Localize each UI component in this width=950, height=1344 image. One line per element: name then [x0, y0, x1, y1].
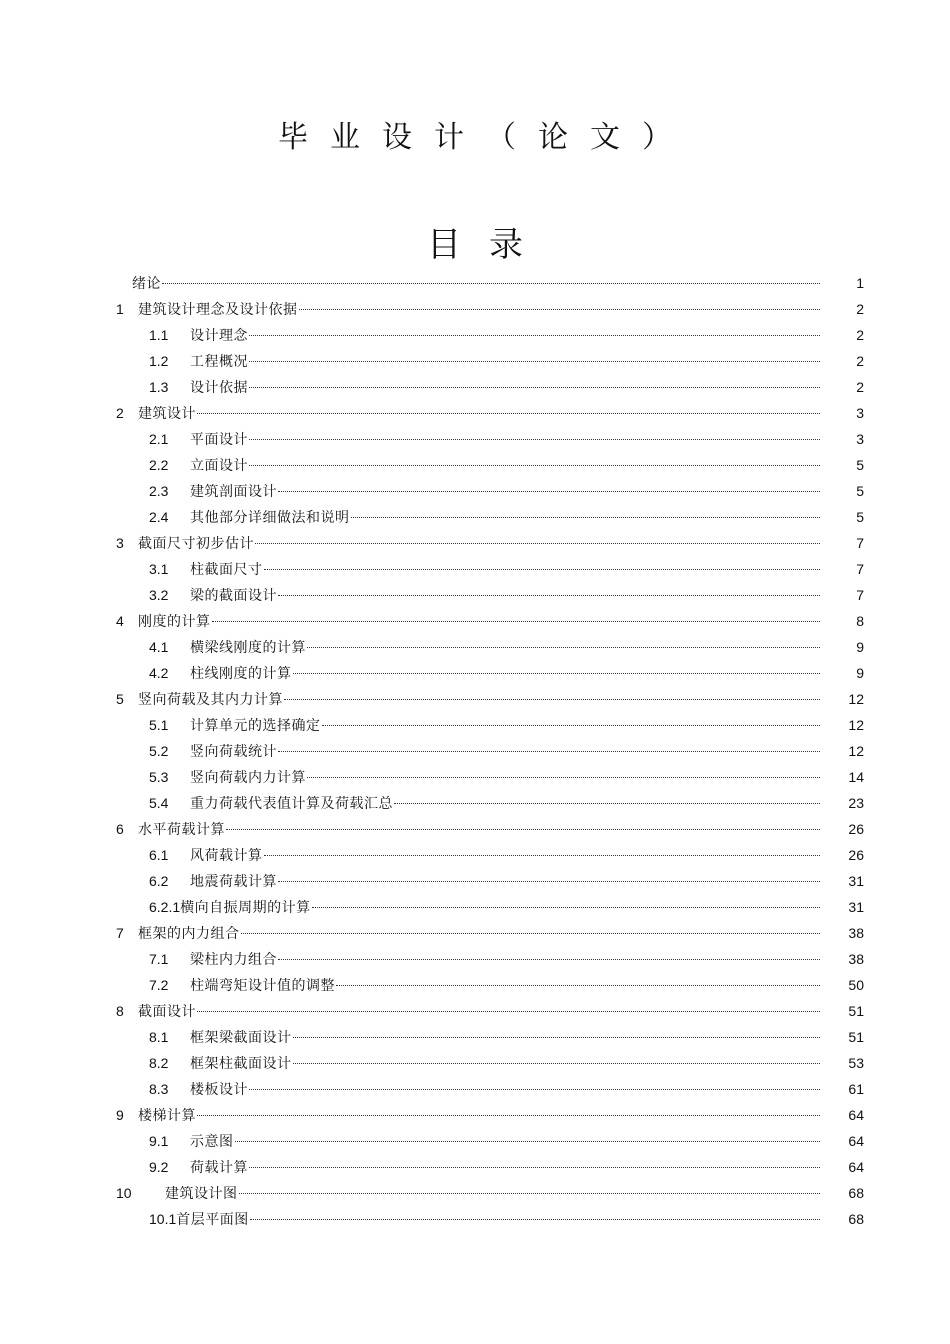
toc-entry[interactable] — [116, 270, 864, 296]
toc-entry-label: 柱截面尺寸 — [190, 562, 263, 578]
toc-entry[interactable] — [116, 894, 864, 920]
toc-entry-label: 截面尺寸初步估计 — [138, 536, 254, 552]
toc-entry-page-number: 51 — [848, 1029, 864, 1045]
toc-entry-label: 框架的内力组合 — [138, 926, 240, 942]
toc-dot-leader — [293, 1063, 821, 1064]
toc-entry-number: 1.2 — [149, 353, 169, 369]
document-title: 毕业设计（论文） — [278, 120, 694, 155]
toc-entry-page-number: 64 — [848, 1133, 864, 1149]
toc-entry-number: 10 — [116, 1185, 132, 1201]
toc-entry-label: 横向自振周期的计算 — [180, 900, 311, 916]
toc-entry-page-number: 50 — [848, 977, 864, 993]
toc-entry-label: 地震荷载计算 — [190, 874, 277, 890]
toc-dot-leader — [197, 413, 820, 414]
toc-entry-page-number: 1 — [856, 275, 864, 291]
toc-entry[interactable] — [116, 504, 864, 530]
toc-entry-page-number: 23 — [848, 795, 864, 811]
toc-entry-number: 3.1 — [149, 561, 169, 577]
toc-dot-leader — [249, 1089, 820, 1090]
toc-entry-label: 柱端弯矩设计值的调整 — [190, 978, 335, 994]
toc-entry[interactable] — [116, 608, 864, 634]
toc-dot-leader — [239, 1193, 821, 1194]
toc-entry-number: 7 — [116, 925, 124, 941]
toc-entry[interactable] — [116, 842, 864, 868]
toc-entry-number: 6.2.1 — [149, 899, 181, 915]
toc-dot-leader — [226, 829, 820, 830]
toc-entry[interactable] — [116, 582, 864, 608]
toc-entry-number: 9.1 — [149, 1133, 169, 1149]
toc-entry-number: 1 — [116, 301, 124, 317]
toc-entry[interactable] — [116, 556, 864, 582]
toc-entry-label: 建筑设计图 — [165, 1186, 238, 1202]
toc-entry-number: 8.2 — [149, 1055, 169, 1071]
toc-dot-leader — [264, 855, 821, 856]
toc-dot-leader — [278, 491, 820, 492]
toc-entry-page-number: 5 — [856, 457, 864, 473]
toc-entry[interactable] — [116, 530, 864, 556]
toc-entry-label: 梁柱内力组合 — [190, 952, 277, 968]
toc-entry-number: 2.3 — [149, 483, 169, 499]
toc-dot-leader — [235, 1141, 821, 1142]
toc-entry[interactable] — [116, 764, 864, 790]
toc-entry-label: 立面设计 — [190, 458, 248, 474]
toc-entry-page-number: 3 — [856, 405, 864, 421]
toc-entry[interactable] — [116, 1206, 864, 1232]
toc-dot-leader — [336, 985, 820, 986]
toc-entry-number: 6.1 — [149, 847, 169, 863]
toc-entry-label: 楼梯计算 — [138, 1108, 196, 1124]
toc-entry-label: 重力荷载代表值计算及荷载汇总 — [190, 796, 393, 812]
toc-dot-leader — [278, 881, 820, 882]
table-of-contents — [116, 270, 864, 1232]
toc-entry-number: 4 — [116, 613, 124, 629]
toc-entry-label: 竖向荷载及其内力计算 — [138, 692, 283, 708]
toc-entry-number: 7.1 — [149, 951, 169, 967]
toc-entry-label: 楼板设计 — [190, 1082, 248, 1098]
toc-entry-page-number: 7 — [856, 587, 864, 603]
toc-dot-leader — [307, 647, 820, 648]
toc-entry[interactable] — [116, 322, 864, 348]
toc-entry-page-number: 64 — [848, 1107, 864, 1123]
toc-dot-leader — [293, 673, 821, 674]
toc-entry-label: 绪论 — [132, 276, 161, 292]
toc-dot-leader — [249, 335, 820, 336]
toc-entry-page-number: 9 — [856, 639, 864, 655]
toc-dot-leader — [312, 907, 820, 908]
toc-entry[interactable] — [116, 374, 864, 400]
toc-entry-page-number: 2 — [856, 379, 864, 395]
toc-entry-label: 梁的截面设计 — [190, 588, 277, 604]
toc-entry-number: 5.1 — [149, 717, 169, 733]
toc-entry-page-number: 31 — [848, 873, 864, 889]
toc-entry-label: 截面设计 — [138, 1004, 196, 1020]
toc-entry-page-number: 2 — [856, 353, 864, 369]
toc-entry-number: 5.4 — [149, 795, 169, 811]
toc-dot-leader — [250, 1219, 820, 1220]
toc-entry-page-number: 38 — [848, 925, 864, 941]
toc-entry[interactable] — [116, 296, 864, 322]
toc-entry[interactable] — [116, 738, 864, 764]
toc-entry-number: 2.4 — [149, 509, 169, 525]
toc-entry-number: 10.1 — [149, 1211, 177, 1227]
toc-entry-label: 工程概况 — [190, 354, 248, 370]
toc-entry[interactable] — [116, 426, 864, 452]
toc-entry-page-number: 38 — [848, 951, 864, 967]
toc-entry-label: 刚度的计算 — [138, 614, 211, 630]
toc-entry-page-number: 12 — [848, 691, 864, 707]
toc-entry-page-number: 61 — [848, 1081, 864, 1097]
toc-entry-number: 5.3 — [149, 769, 169, 785]
toc-dot-leader — [299, 309, 821, 310]
toc-entry-label: 建筑设计理念及设计依据 — [138, 302, 298, 318]
toc-dot-leader — [255, 543, 820, 544]
toc-entry-number: 7.2 — [149, 977, 169, 993]
toc-entry-number: 6.2 — [149, 873, 169, 889]
toc-entry-page-number: 31 — [848, 899, 864, 915]
toc-entry[interactable] — [116, 1154, 864, 1180]
toc-entry[interactable] — [116, 1024, 864, 1050]
toc-entry-label: 建筑剖面设计 — [190, 484, 277, 500]
toc-entry-page-number: 2 — [856, 327, 864, 343]
toc-entry[interactable] — [116, 348, 864, 374]
toc-entry-label: 建筑设计 — [138, 406, 196, 422]
toc-dot-leader — [293, 1037, 821, 1038]
toc-entry[interactable] — [116, 868, 864, 894]
toc-dot-leader — [249, 465, 820, 466]
toc-entry-label: 首层平面图 — [176, 1212, 249, 1228]
toc-entry-page-number: 7 — [856, 561, 864, 577]
toc-entry[interactable] — [116, 686, 864, 712]
toc-entry[interactable] — [116, 634, 864, 660]
toc-entry-page-number: 5 — [856, 509, 864, 525]
toc-dot-leader — [284, 699, 820, 700]
toc-entry-number: 1.3 — [149, 379, 169, 395]
toc-dot-leader — [162, 283, 820, 284]
toc-entry[interactable] — [116, 972, 864, 998]
toc-entry-number: 3.2 — [149, 587, 169, 603]
toc-entry-page-number: 14 — [848, 769, 864, 785]
toc-entry-page-number: 26 — [848, 847, 864, 863]
toc-dot-leader — [249, 361, 820, 362]
toc-entry-label: 柱线刚度的计算 — [190, 666, 292, 682]
toc-entry[interactable] — [116, 452, 864, 478]
toc-entry[interactable] — [116, 1180, 864, 1206]
toc-entry-page-number: 53 — [848, 1055, 864, 1071]
toc-entry-number: 2.1 — [149, 431, 169, 447]
toc-entry[interactable] — [116, 1128, 864, 1154]
toc-dot-leader — [249, 1167, 820, 1168]
toc-entry[interactable] — [116, 478, 864, 504]
toc-entry-number: 2 — [116, 405, 124, 421]
toc-entry-number: 8 — [116, 1003, 124, 1019]
toc-dot-leader — [278, 595, 820, 596]
toc-entry-page-number: 2 — [856, 301, 864, 317]
toc-entry[interactable] — [116, 1050, 864, 1076]
toc-entry-label: 其他部分详细做法和说明 — [190, 510, 350, 526]
toc-entry-number: 8.3 — [149, 1081, 169, 1097]
toc-entry-number: 9 — [116, 1107, 124, 1123]
toc-entry-page-number: 7 — [856, 535, 864, 551]
toc-entry-label: 平面设计 — [190, 432, 248, 448]
toc-entry-label: 设计依据 — [190, 380, 248, 396]
toc-entry[interactable] — [116, 790, 864, 816]
toc-dot-leader — [322, 725, 821, 726]
toc-entry-label: 示意图 — [190, 1134, 234, 1150]
toc-dot-leader — [394, 803, 820, 804]
toc-entry-number: 1.1 — [149, 327, 169, 343]
toc-entry-number: 5 — [116, 691, 124, 707]
toc-entry-label: 水平荷载计算 — [138, 822, 225, 838]
toc-entry-label: 框架梁截面设计 — [190, 1030, 292, 1046]
toc-entry-number: 8.1 — [149, 1029, 169, 1045]
toc-dot-leader — [278, 751, 820, 752]
toc-dot-leader — [278, 959, 820, 960]
toc-entry[interactable] — [116, 1076, 864, 1102]
toc-entry-page-number: 8 — [856, 613, 864, 629]
toc-entry-number: 5.2 — [149, 743, 169, 759]
toc-entry[interactable] — [116, 712, 864, 738]
toc-dot-leader — [197, 1115, 820, 1116]
toc-entry-page-number: 9 — [856, 665, 864, 681]
toc-entry-page-number: 3 — [856, 431, 864, 447]
toc-dot-leader — [249, 439, 820, 440]
toc-entry-page-number: 64 — [848, 1159, 864, 1175]
toc-dot-leader — [241, 933, 821, 934]
toc-dot-leader — [197, 1011, 820, 1012]
toc-entry-number: 3 — [116, 535, 124, 551]
toc-dot-leader — [249, 387, 820, 388]
toc-entry[interactable] — [116, 1102, 864, 1128]
toc-entry[interactable] — [116, 660, 864, 686]
toc-entry-number: 6 — [116, 821, 124, 837]
toc-dot-leader — [212, 621, 821, 622]
toc-entry-number: 4.1 — [149, 639, 169, 655]
toc-entry-label: 计算单元的选择确定 — [190, 718, 321, 734]
toc-entry-number: 4.2 — [149, 665, 169, 681]
toc-entry-label: 风荷载计算 — [190, 848, 263, 864]
toc-entry-label: 竖向荷载统计 — [190, 744, 277, 760]
toc-entry-label: 设计理念 — [190, 328, 248, 344]
toc-dot-leader — [264, 569, 821, 570]
toc-entry-page-number: 12 — [848, 743, 864, 759]
toc-entry-page-number: 68 — [848, 1211, 864, 1227]
toc-entry-page-number: 51 — [848, 1003, 864, 1019]
toc-entry-number: 9.2 — [149, 1159, 169, 1175]
toc-dot-leader — [351, 517, 821, 518]
toc-entry[interactable] — [116, 920, 864, 946]
toc-entry[interactable] — [116, 946, 864, 972]
toc-dot-leader — [307, 777, 820, 778]
toc-heading: 目录 — [427, 225, 551, 265]
toc-entry[interactable] — [116, 998, 864, 1024]
toc-entry-page-number: 68 — [848, 1185, 864, 1201]
toc-entry-label: 横梁线刚度的计算 — [190, 640, 306, 656]
toc-entry-page-number: 12 — [848, 717, 864, 733]
toc-entry-page-number: 5 — [856, 483, 864, 499]
toc-entry-page-number: 26 — [848, 821, 864, 837]
toc-entry[interactable] — [116, 816, 864, 842]
toc-entry-label: 竖向荷载内力计算 — [190, 770, 306, 786]
toc-entry-label: 框架柱截面设计 — [190, 1056, 292, 1072]
toc-entry[interactable] — [116, 400, 864, 426]
toc-entry-number: 2.2 — [149, 457, 169, 473]
toc-entry-label: 荷载计算 — [190, 1160, 248, 1176]
